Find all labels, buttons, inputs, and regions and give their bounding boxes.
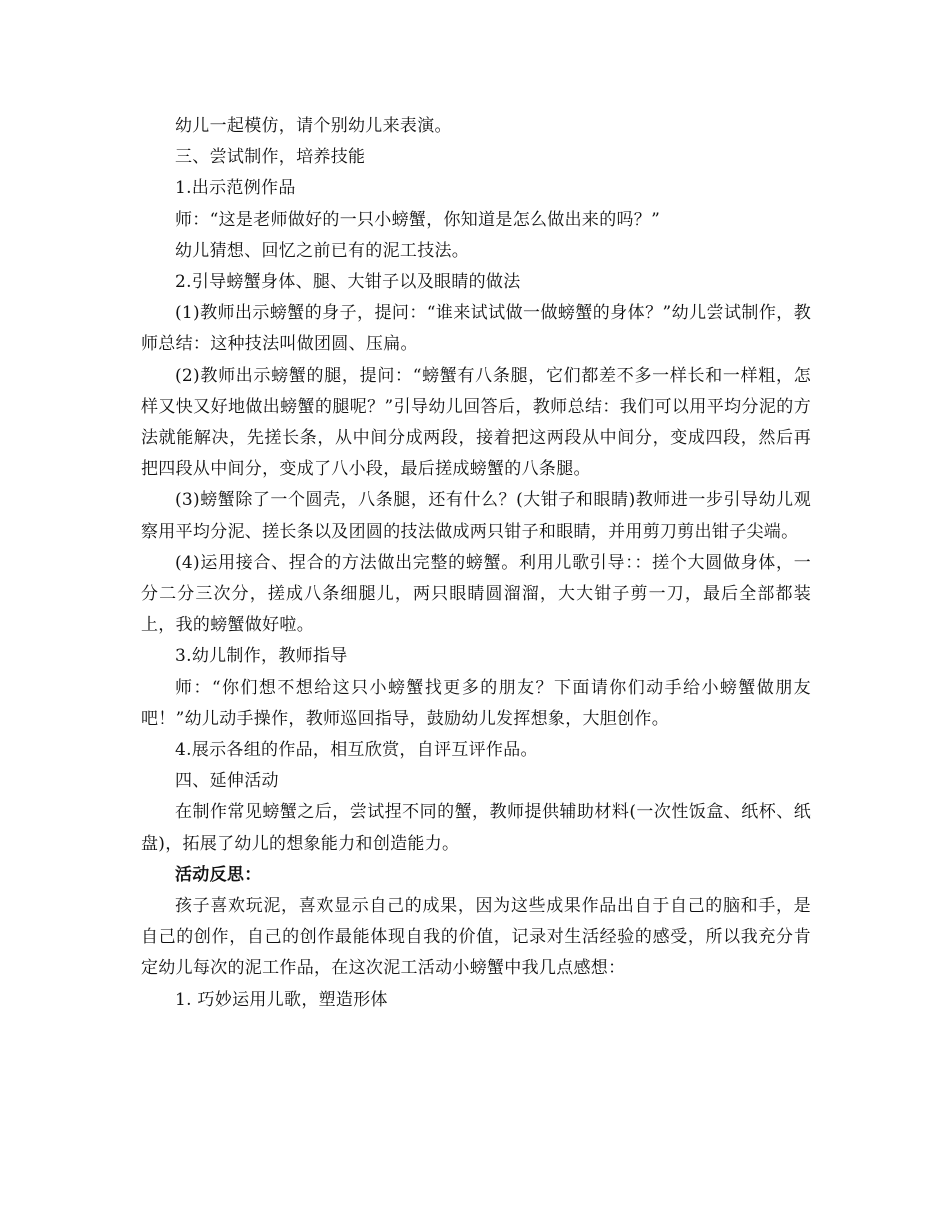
paragraph-extension: 在制作常见螃蟹之后，尝试捏不同的蟹，教师提供辅助材料(一次性饭盒、纸杯、纸盘)，拓展了幼儿的想象能力和创造能力。 bbox=[141, 802, 811, 854]
paragraph-reflection: 孩子喜欢玩泥，喜欢显示自己的成果，因为这些成果作品出自于自己的脑和手，是自己的创作，自己的创作最能体现自我的价值，记录对生活经验的感受，所以我充分肯定幼儿每次的泥工作品，在这次泥工活动小螃蟹中我几点感想： bbox=[141, 896, 811, 979]
reflection-point-1: 1. 巧妙运用儿歌，塑造形体 bbox=[175, 989, 388, 1010]
paragraph-1: 幼儿一起模仿，请个别幼儿来表演。 bbox=[175, 116, 452, 136]
step-heading-2: 2.引导螃蟹身体、腿、大钳子以及眼睛的做法 bbox=[175, 272, 521, 293]
reflection-heading: 活动反思： bbox=[175, 864, 262, 885]
section-heading-4: 四、延伸活动 bbox=[175, 771, 279, 792]
paragraph-legs-method: (2)教师出示螃蟹的腿，提问：“螃蟹有八条腿，它们都差不多一样长和一样粗，怎样又快又好地做出螃蟹的腿呢？”引导幼儿回答后，教师总结：我们可以用平均分泥的方法就能解决，先搓长条，从中间分成两段，接着把这两段从中间分，变成四段，然后再把四段从中间分，变成了八小段，最后搓成螃蟹的八条腿。 bbox=[141, 365, 811, 480]
paragraph-children-make: 师：“你们想不想给这只小螃蟹找更多的朋友？下面请你们动手给小螃蟹做朋友吧！”幼儿动手操作，教师巡回指导，鼓励幼儿发挥想象，大胆创作。 bbox=[141, 677, 811, 729]
step-heading-3: 3.幼儿制作，教师指导 bbox=[175, 646, 348, 667]
paragraph-assembly-rhyme: (4)运用接合、捏合的方法做出完整的螃蟹。利用儿歌引导：：搓个大圆做身体，一分二分三次分，搓成八条细腿儿，两只眼睛圆溜溜，大大钳子剪一刀，最后全部都装上，我的螃蟹做好啦。 bbox=[141, 552, 811, 636]
paragraph-children-guess: 幼儿猜想、回忆之前已有的泥工技法。 bbox=[175, 240, 470, 261]
section-heading-3: 三、尝试制作，培养技能 bbox=[175, 147, 366, 168]
step-heading-4: 4.展示各组的作品，相互欣赏，自评互评作品。 bbox=[175, 740, 538, 761]
step-heading-1: 1.出示范例作品 bbox=[175, 178, 296, 199]
document-body bbox=[141, 111, 811, 1016]
paragraph-claws-eyes-method: (3)螃蟹除了一个圆壳，八条腿，还有什么？(大钳子和眼睛)教师进一步引导幼儿观察用平均分泥、搓长条以及团圆的技法做成两只钳子和眼睛，并用剪刀剪出钳子尖端。 bbox=[141, 490, 811, 542]
paragraph-body-method: (1)教师出示螃蟹的身子，提问：“谁来试试做一做螃蟹的身体？”幼儿尝试制作，教师总结：这种技法叫做团圆、压扁。 bbox=[141, 303, 811, 355]
paragraph-teacher-question: 师：“这是老师做好的一只小螃蟹，你知道是怎么做出来的吗？” bbox=[175, 209, 661, 230]
